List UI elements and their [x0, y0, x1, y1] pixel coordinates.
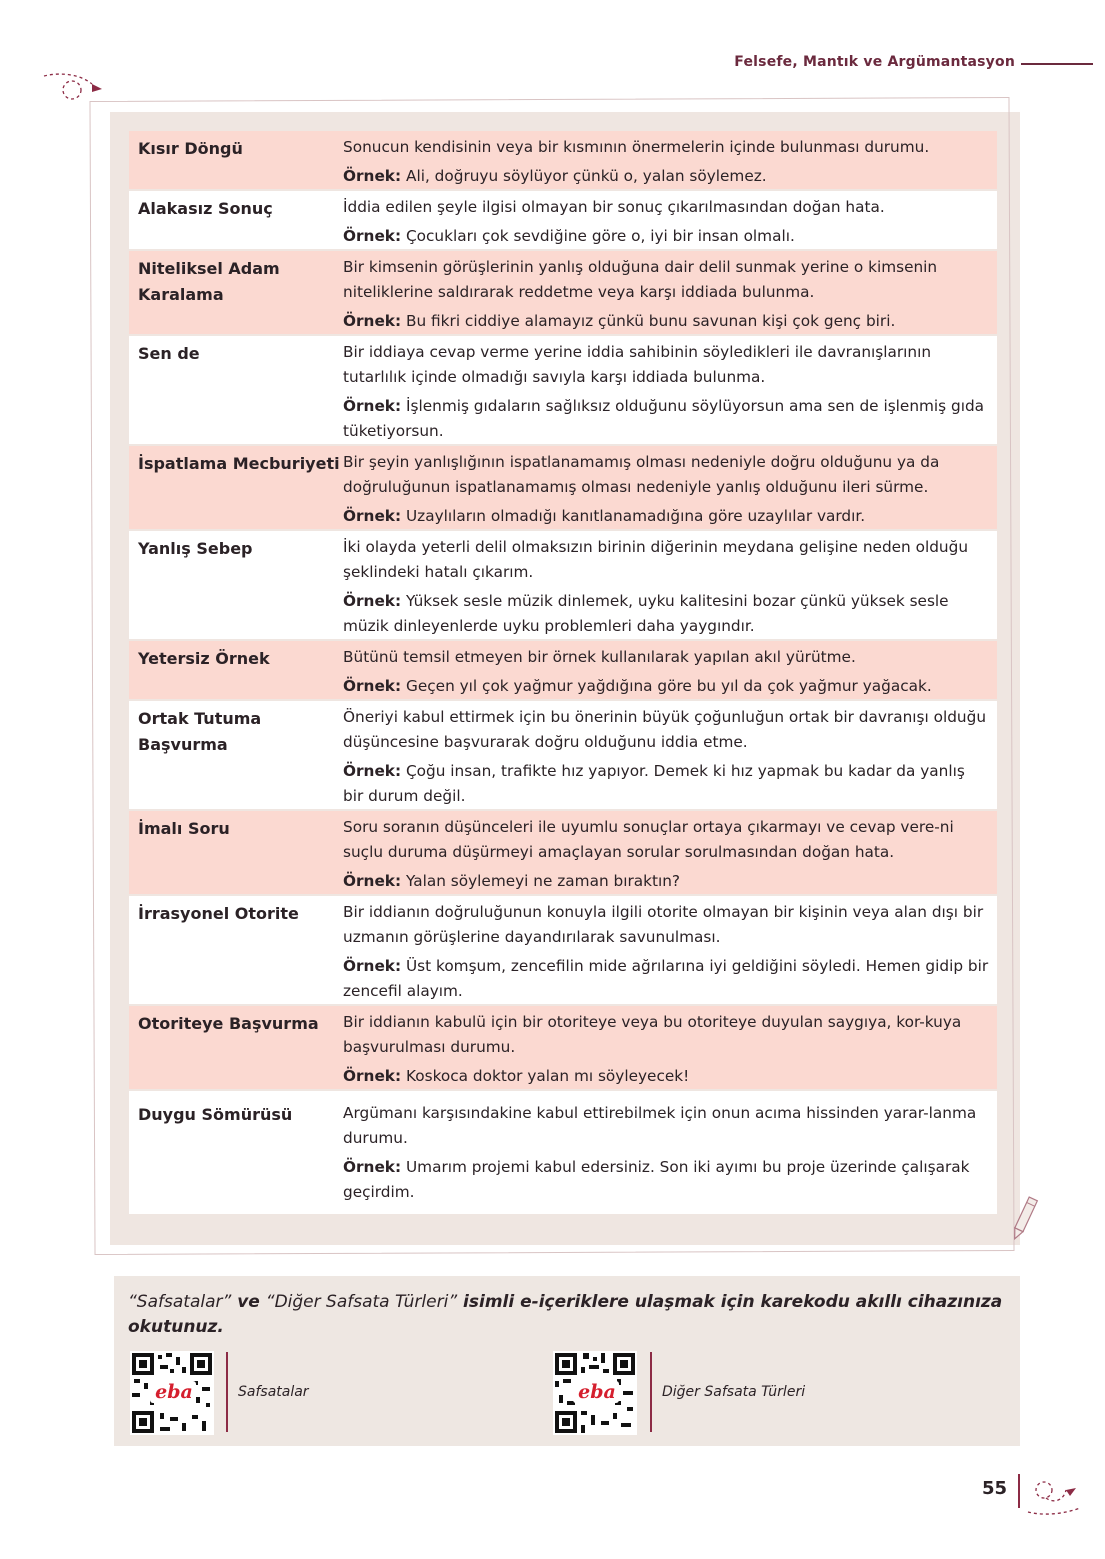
fallacy-example	[343, 1064, 989, 1089]
fallacy-example	[343, 759, 989, 809]
fallacy-definition: Bir kimsenin görüşlerinin yanlış olduğuna dair delil sunmak yerine o kimsenin niteliklerine saldırarak reddetme veya karşı iddiada bulunma.	[343, 258, 938, 301]
eba-logo: eba	[578, 1381, 616, 1403]
fallacy-description	[343, 251, 997, 334]
fallacy-description	[343, 191, 997, 249]
fallacy-definition: Bir iddianın doğruluğunun konuyla ilgili otorite olmayan bir kişinin veya alan dışı bir uzmanın görüşlerine dayandırılarak savunulması.	[343, 903, 984, 946]
table-row	[129, 191, 997, 251]
fallacy-description	[343, 131, 997, 189]
example-text: Çocukları çok sevdiğine göre o, iyi bir insan olmalı.	[405, 227, 795, 245]
example-text: Yalan söylemeyi ne zaman bıraktın?	[405, 872, 681, 890]
fallacy-definition: İddia edilen şeyle ilgisi olmayan bir sonuç çıkarılmasından doğan hata.	[343, 198, 885, 216]
fallacy-table	[129, 131, 997, 1216]
fallacy-term: Yetersiz Örnek	[138, 649, 270, 668]
table-row	[129, 641, 997, 701]
table-row	[129, 701, 997, 811]
fallacy-definition: Argümanı karşısındakine kabul ettirebilmek için onun acıma hissinden yarar-lanma durumu.	[343, 1104, 977, 1147]
example-label: Örnek:	[343, 1067, 402, 1085]
example-text: Uzaylıların olmadığı kanıtlanamadığına göre uzaylılar vardır.	[405, 507, 866, 525]
qr-code-safsatalar[interactable]	[130, 1351, 214, 1435]
qr-divider	[650, 1352, 652, 1432]
fallacy-term: Ortak Tutuma Başvurma	[138, 709, 262, 754]
table-row	[129, 1091, 997, 1216]
example-label: Örnek:	[343, 167, 402, 185]
table-row	[129, 336, 997, 446]
example-text: Geçen yıl çok yağmur yağdığına göre bu yıl da çok yağmur yağacak.	[405, 677, 932, 695]
table-row	[129, 131, 997, 191]
qr-instruction-text: isimli e-içeriklere ulaşmak için karekodu akıllı cihazınıza okutunuz.	[128, 1292, 1003, 1337]
fallacy-description	[343, 446, 997, 529]
fallacy-description	[343, 1006, 997, 1089]
example-label: Örnek:	[343, 227, 402, 245]
fallacy-definition: Bir iddiaya cevap verme yerine iddia sahibinin söyledikleri ile davranışlarının tutarlılık içinde olmadığı savıyla karşı iddiada bulunma.	[343, 343, 932, 386]
example-text: Ali, doğruyu söylüyor çünkü o, yalan söylemez.	[405, 167, 767, 185]
fallacy-definition: Bir iddianın kabulü için bir otoriteye veya bu otoriteye duyulan saygıya, kor-kuya başvurulması durumu.	[343, 1013, 962, 1056]
fallacy-example	[343, 674, 989, 699]
fallacy-term: İmalı Soru	[138, 819, 230, 838]
fallacy-term: Sen de	[138, 344, 200, 363]
example-label: Örnek:	[343, 677, 402, 695]
fallacy-term: İrrasyonel Otorite	[138, 904, 299, 923]
example-label: Örnek:	[343, 872, 402, 890]
fallacy-example	[343, 589, 989, 639]
example-label: Örnek:	[343, 592, 402, 610]
fallacy-example	[343, 394, 989, 444]
example-text: Yüksek sesle müzik dinlemek, uyku kalitesini bozar çünkü yüksek sesle müzik dinleyenlerde uyku problemleri daha yaygındır.	[343, 592, 949, 635]
table-row	[129, 531, 997, 641]
fallacy-example	[343, 1155, 989, 1205]
dashed-arrow-icon	[1024, 1478, 1084, 1518]
table-row	[129, 1006, 997, 1091]
fallacy-example	[343, 224, 989, 249]
fallacy-description	[343, 531, 997, 639]
qr-quote-1: “Safsatalar”	[128, 1292, 232, 1312]
fallacy-example	[343, 309, 989, 334]
table-row	[129, 896, 997, 1006]
fallacy-example	[343, 504, 989, 529]
fallacy-definition: Öneriyi kabul ettirmek için bu önerinin büyük çoğunluğun ortak bir davranışı olduğu düşüncesine başvurarak doğru olduğunu iddia etme.	[343, 708, 987, 751]
fallacy-description	[343, 1097, 997, 1214]
qr-caption-safsatalar[interactable]: Safsatalar	[238, 1384, 309, 1400]
fallacy-definition: İki olayda yeterli delil olmaksızın birinin diğerinin meydana gelişine neden olduğu şeklindeki hatalı çıkarım.	[343, 538, 969, 581]
example-text: Üst komşum, zencefilin mide ağrılarına iyi geldiğini söyledi. Hemen gidip bir zencefil alayım.	[343, 957, 989, 1000]
qr-caption-diger-safsata-turleri[interactable]: Diğer Safsata Türleri	[662, 1384, 806, 1400]
fallacy-description	[343, 336, 997, 444]
table-row	[129, 811, 997, 896]
fallacy-example	[343, 869, 989, 894]
pencil-icon	[1008, 1195, 1040, 1245]
fallacy-definition: Sonucun kendisinin veya bir kısmının önermelerin içinde bulunması durumu.	[343, 138, 930, 156]
fallacy-term: Duygu Sömürüsü	[138, 1105, 293, 1124]
example-text: İşlenmiş gıdaların sağlıksız olduğunu söylüyorsun ama sen de işlenmiş gıda tüketiyorsun.	[343, 397, 985, 440]
fallacy-definition: Bütünü temsil etmeyen bir örnek kullanılarak yapılan akıl yürütme.	[343, 648, 856, 666]
fallacy-example	[343, 164, 989, 189]
example-label: Örnek:	[343, 397, 402, 415]
example-label: Örnek:	[343, 507, 402, 525]
qr-code-diger-safsata-turleri[interactable]	[553, 1351, 637, 1435]
table-row	[129, 446, 997, 531]
fallacy-description	[343, 896, 997, 1004]
example-text: Koskoca doktor yalan mı söyleyecek!	[405, 1067, 690, 1085]
example-label: Örnek:	[343, 1158, 402, 1176]
qr-and: ve	[237, 1292, 260, 1312]
fallacy-example	[343, 954, 989, 1004]
fallacy-term: Kısır Döngü	[138, 139, 243, 158]
fallacy-term: Alakasız Sonuç	[138, 199, 273, 218]
example-label: Örnek:	[343, 312, 402, 330]
fallacy-description	[343, 811, 997, 894]
page-number: 55	[982, 1478, 1008, 1499]
fallacy-term: Yanlış Sebep	[138, 539, 253, 558]
fallacy-term: Otoriteye Başvurma	[138, 1014, 319, 1033]
fallacy-term: Niteliksel Adam Karalama	[138, 259, 280, 304]
fallacy-description	[343, 641, 997, 699]
example-text: Umarım projemi kabul edersiniz. Son iki ayımı bu proje üzerinde çalışarak geçirdim.	[343, 1158, 970, 1201]
qr-instruction	[128, 1290, 1008, 1340]
fallacy-definition: Soru soranın düşünceleri ile uyumlu sonuçlar ortaya çıkarmayı ve cevap vere-ni suçlu duruma düşürmeyi amaçlayan sorular sorulmasından doğan hata.	[343, 818, 954, 861]
table-row	[129, 251, 997, 336]
page-number-rule	[1018, 1474, 1020, 1508]
header-rule	[1021, 63, 1093, 65]
eba-logo: eba	[155, 1381, 193, 1403]
fallacy-term: İspatlama Mecburiyeti	[138, 454, 340, 473]
qr-divider	[226, 1352, 228, 1432]
fallacy-definition: Bir şeyin yanlışlığının ispatlanamamış olması nedeniyle doğru olduğunu ya da doğruluğunun ispatlanamamış olması nedeniyle yanlış olduğunu ileri sürme.	[343, 453, 940, 496]
fallacy-description	[343, 701, 997, 809]
example-label: Örnek:	[343, 957, 402, 975]
qr-quote-2: “Diğer Safsata Türleri”	[265, 1292, 458, 1312]
section-title: Felsefe, Mantık ve Argümantasyon	[734, 54, 1015, 70]
example-text: Çoğu insan, trafikte hız yapıyor. Demek ki hız yapmak bu kadar da yanlış bir durum değil.	[343, 762, 965, 805]
example-text: Bu fikri ciddiye alamayız çünkü bunu savunan kişi çok genç biri.	[405, 312, 896, 330]
example-label: Örnek:	[343, 762, 402, 780]
